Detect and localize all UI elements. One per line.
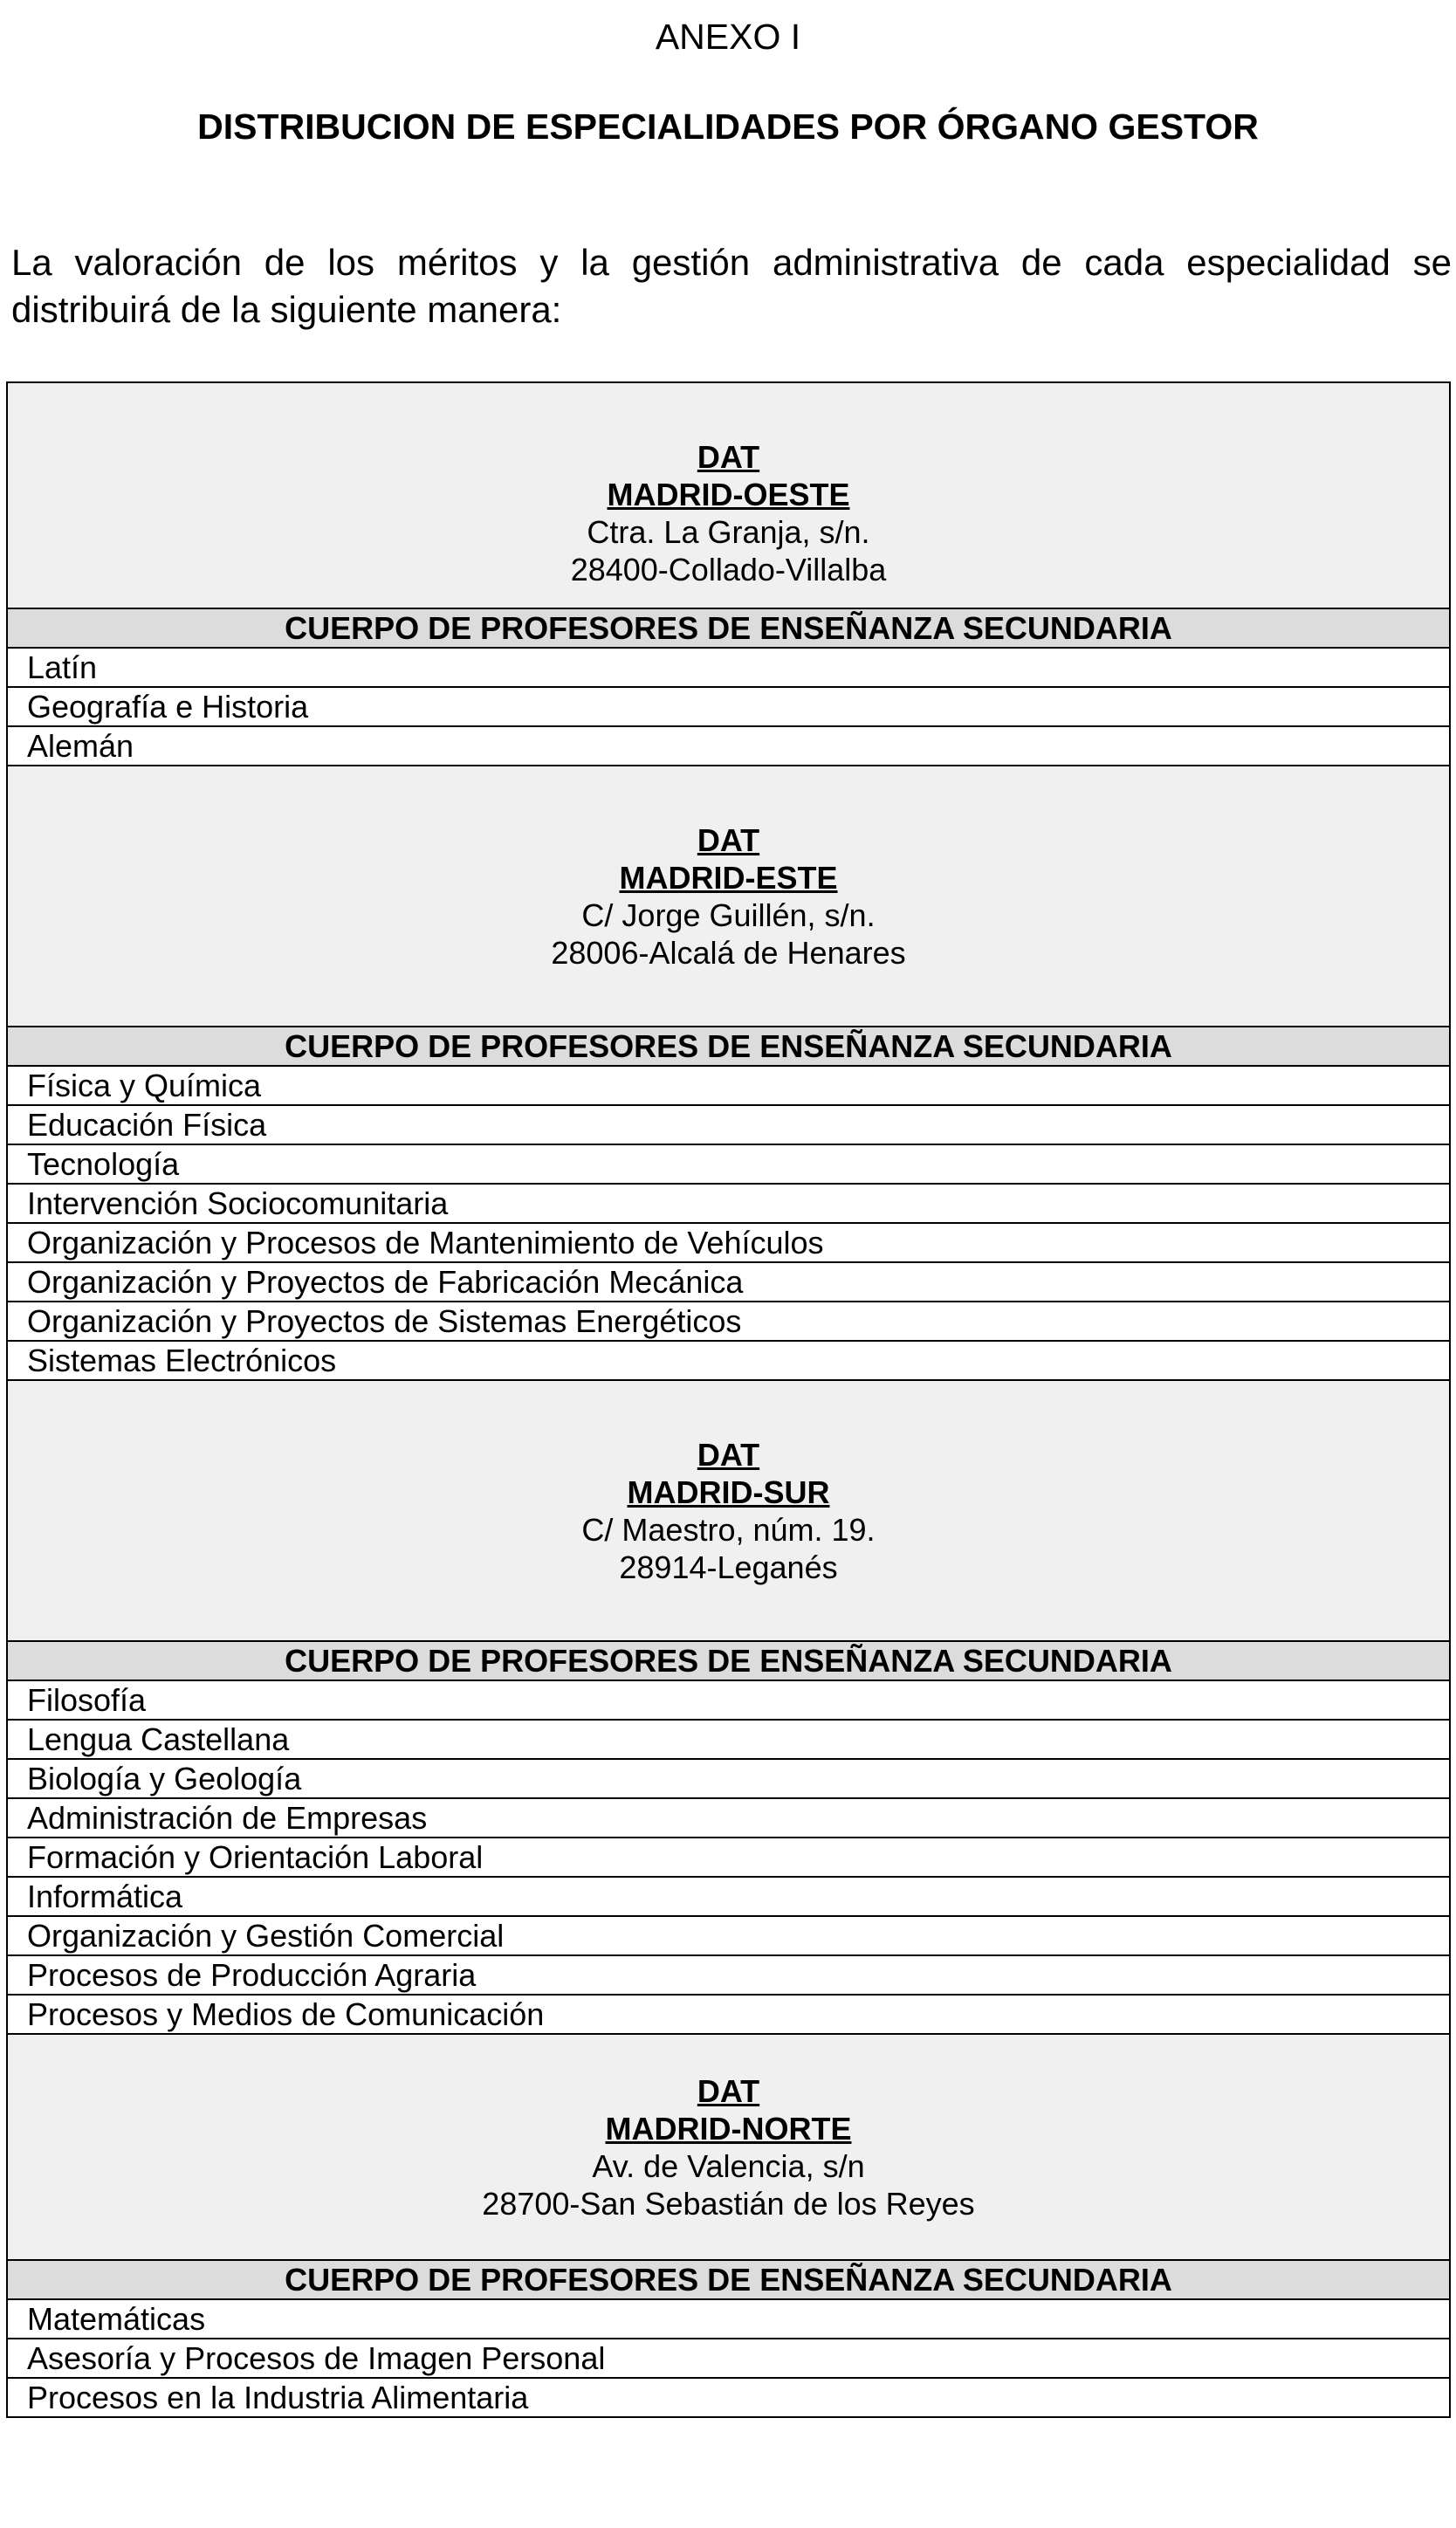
office-city: 28006-Alcalá de Henares xyxy=(551,934,906,971)
table-row xyxy=(7,1066,1450,1105)
office-address: C/ Maestro, núm. 19. xyxy=(581,1511,876,1548)
table-row xyxy=(7,1916,1450,1955)
table-row xyxy=(7,1995,1450,2034)
table-row xyxy=(7,1341,1450,1380)
body-header: CUERPO DE PROFESORES DE ENSEÑANZA SECUNDARIA xyxy=(7,1027,1450,1066)
office-name: MADRID-NORTE xyxy=(605,2110,852,2147)
specialty-cell: Organización y Gestión Comercial xyxy=(7,1916,1450,1955)
table-row xyxy=(7,1877,1450,1916)
office-row xyxy=(7,1380,1450,1641)
specialty-cell: Informática xyxy=(7,1877,1450,1916)
specialty-cell: Organización y Proyectos de Sistemas Energéticos xyxy=(7,1302,1450,1341)
office-name: MADRID-SUR xyxy=(627,1474,830,1510)
office-header-cell xyxy=(7,1380,1450,1641)
body-header: CUERPO DE PROFESORES DE ENSEÑANZA SECUNDARIA xyxy=(7,1641,1450,1680)
office-row xyxy=(7,382,1450,608)
office-name: MADRID-OESTE xyxy=(607,476,850,512)
specialty-cell: Formación y Orientación Laboral xyxy=(7,1838,1450,1877)
distribution-table xyxy=(6,381,1451,2418)
table-row xyxy=(7,1720,1450,1759)
body-header-row xyxy=(7,1027,1450,1066)
specialty-cell: Lengua Castellana xyxy=(7,1720,1450,1759)
table-row xyxy=(7,1184,1450,1223)
specialty-cell: Intervención Sociocomunitaria xyxy=(7,1184,1450,1223)
annex-label: ANEXO I xyxy=(655,17,801,57)
table-row xyxy=(7,1144,1450,1184)
body-header: CUERPO DE PROFESORES DE ENSEÑANZA SECUNDARIA xyxy=(7,2260,1450,2299)
table-row xyxy=(7,1838,1450,1877)
office-address: Ctra. La Granja, s/n. xyxy=(587,513,870,550)
office-row xyxy=(7,2034,1450,2260)
body-header-row xyxy=(7,2260,1450,2299)
office-header-cell xyxy=(7,766,1450,1027)
table-row xyxy=(7,2299,1450,2339)
table-row xyxy=(7,1105,1450,1144)
body-header-row xyxy=(7,1641,1450,1680)
office-org: DAT xyxy=(697,2072,760,2109)
office-org: DAT xyxy=(697,438,760,475)
specialty-cell: Asesoría y Procesos de Imagen Personal xyxy=(7,2339,1450,2378)
office-header-cell xyxy=(7,2034,1450,2260)
specialty-cell: Sistemas Electrónicos xyxy=(7,1341,1450,1380)
specialty-cell: Organización y Procesos de Mantenimiento de Vehículos xyxy=(7,1223,1450,1262)
office-name: MADRID-ESTE xyxy=(619,859,838,896)
specialty-cell: Latín xyxy=(7,648,1450,687)
specialty-cell: Filosofía xyxy=(7,1680,1450,1720)
specialty-cell: Biología y Geología xyxy=(7,1759,1450,1798)
body-header: CUERPO DE PROFESORES DE ENSEÑANZA SECUNDARIA xyxy=(7,608,1450,648)
table-row xyxy=(7,726,1450,766)
intro-paragraph: La valoración de los méritos y la gestión administrativa de cada especialidad se distribuirá de la siguiente manera: xyxy=(11,242,1452,330)
office-row xyxy=(7,766,1450,1027)
table-row xyxy=(7,1302,1450,1341)
specialty-cell: Administración de Empresas xyxy=(7,1798,1450,1838)
specialty-cell: Alemán xyxy=(7,726,1450,766)
table-row xyxy=(7,648,1450,687)
office-address: C/ Jorge Guillén, s/n. xyxy=(581,896,876,933)
table-row xyxy=(7,2339,1450,2378)
office-org: DAT xyxy=(697,1436,760,1473)
specialty-cell: Procesos y Medios de Comunicación xyxy=(7,1995,1450,2034)
specialty-cell: Matemáticas xyxy=(7,2299,1450,2339)
table-row xyxy=(7,687,1450,726)
specialty-cell: Organización y Proyectos de Fabricación Mecánica xyxy=(7,1262,1450,1302)
office-org: DAT xyxy=(697,821,760,858)
table-row xyxy=(7,2378,1450,2417)
specialty-cell: Educación Física xyxy=(7,1105,1450,1144)
table-row xyxy=(7,1955,1450,1995)
table-row xyxy=(7,1262,1450,1302)
specialty-cell: Procesos de Producción Agraria xyxy=(7,1955,1450,1995)
office-city: 28400-Collado-Villalba xyxy=(570,551,887,587)
specialty-cell: Procesos en la Industria Alimentaria xyxy=(7,2378,1450,2417)
specialty-cell: Geografía e Historia xyxy=(7,687,1450,726)
office-city: 28700-San Sebastián de los Reyes xyxy=(482,2185,975,2222)
table-row xyxy=(7,1759,1450,1798)
table-row xyxy=(7,1223,1450,1262)
specialty-cell: Tecnología xyxy=(7,1144,1450,1184)
office-address: Av. de Valencia, s/n xyxy=(592,2147,865,2184)
office-header-cell xyxy=(7,382,1450,608)
table-row xyxy=(7,1798,1450,1838)
specialty-cell: Física y Química xyxy=(7,1066,1450,1105)
document-title: DISTRIBUCION DE ESPECIALIDADES POR ÓRGANO GESTOR xyxy=(197,106,1259,147)
office-city: 28914-Leganés xyxy=(619,1549,838,1585)
body-header-row xyxy=(7,608,1450,648)
table-row xyxy=(7,1680,1450,1720)
